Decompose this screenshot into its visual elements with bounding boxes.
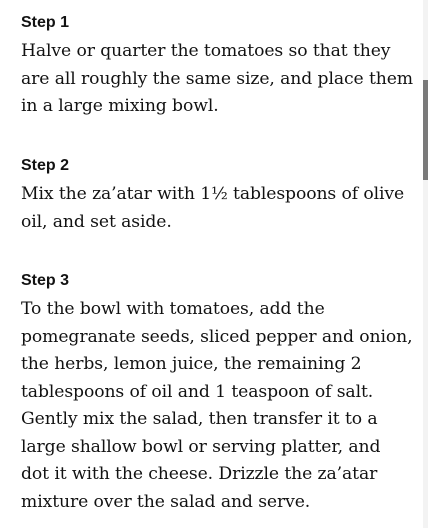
step-3 (21, 271, 413, 516)
scrollbar-track[interactable] (423, 0, 428, 528)
step-1-title: Step 1 (21, 14, 70, 31)
step-2-title: Step 2 (21, 157, 70, 174)
step-3-text: To the bowl with tomatoes, add the pomegranate seeds, sliced pepper and onion, the herbs, lemon juice, the remaining 2 tablespoons of oil and 1 teaspoon of salt. Gently mix the salad, then transfer it to a large shallow bowl or serving platter, and dot it with the cheese. Drizzle the za’atar mixture over the salad and serve. (21, 299, 413, 512)
step-3-title: Step 3 (21, 272, 70, 289)
step-1 (21, 13, 413, 121)
step-1-text: Halve or quarter the tomatoes so that they are all roughly the same size, and place them in a large mixing bowl. (21, 41, 413, 116)
step-2 (21, 156, 413, 236)
step-2-text: Mix the za’atar with 1½ tablespoons of olive oil, and set aside. (21, 184, 405, 232)
scrollbar-thumb[interactable] (423, 80, 428, 180)
